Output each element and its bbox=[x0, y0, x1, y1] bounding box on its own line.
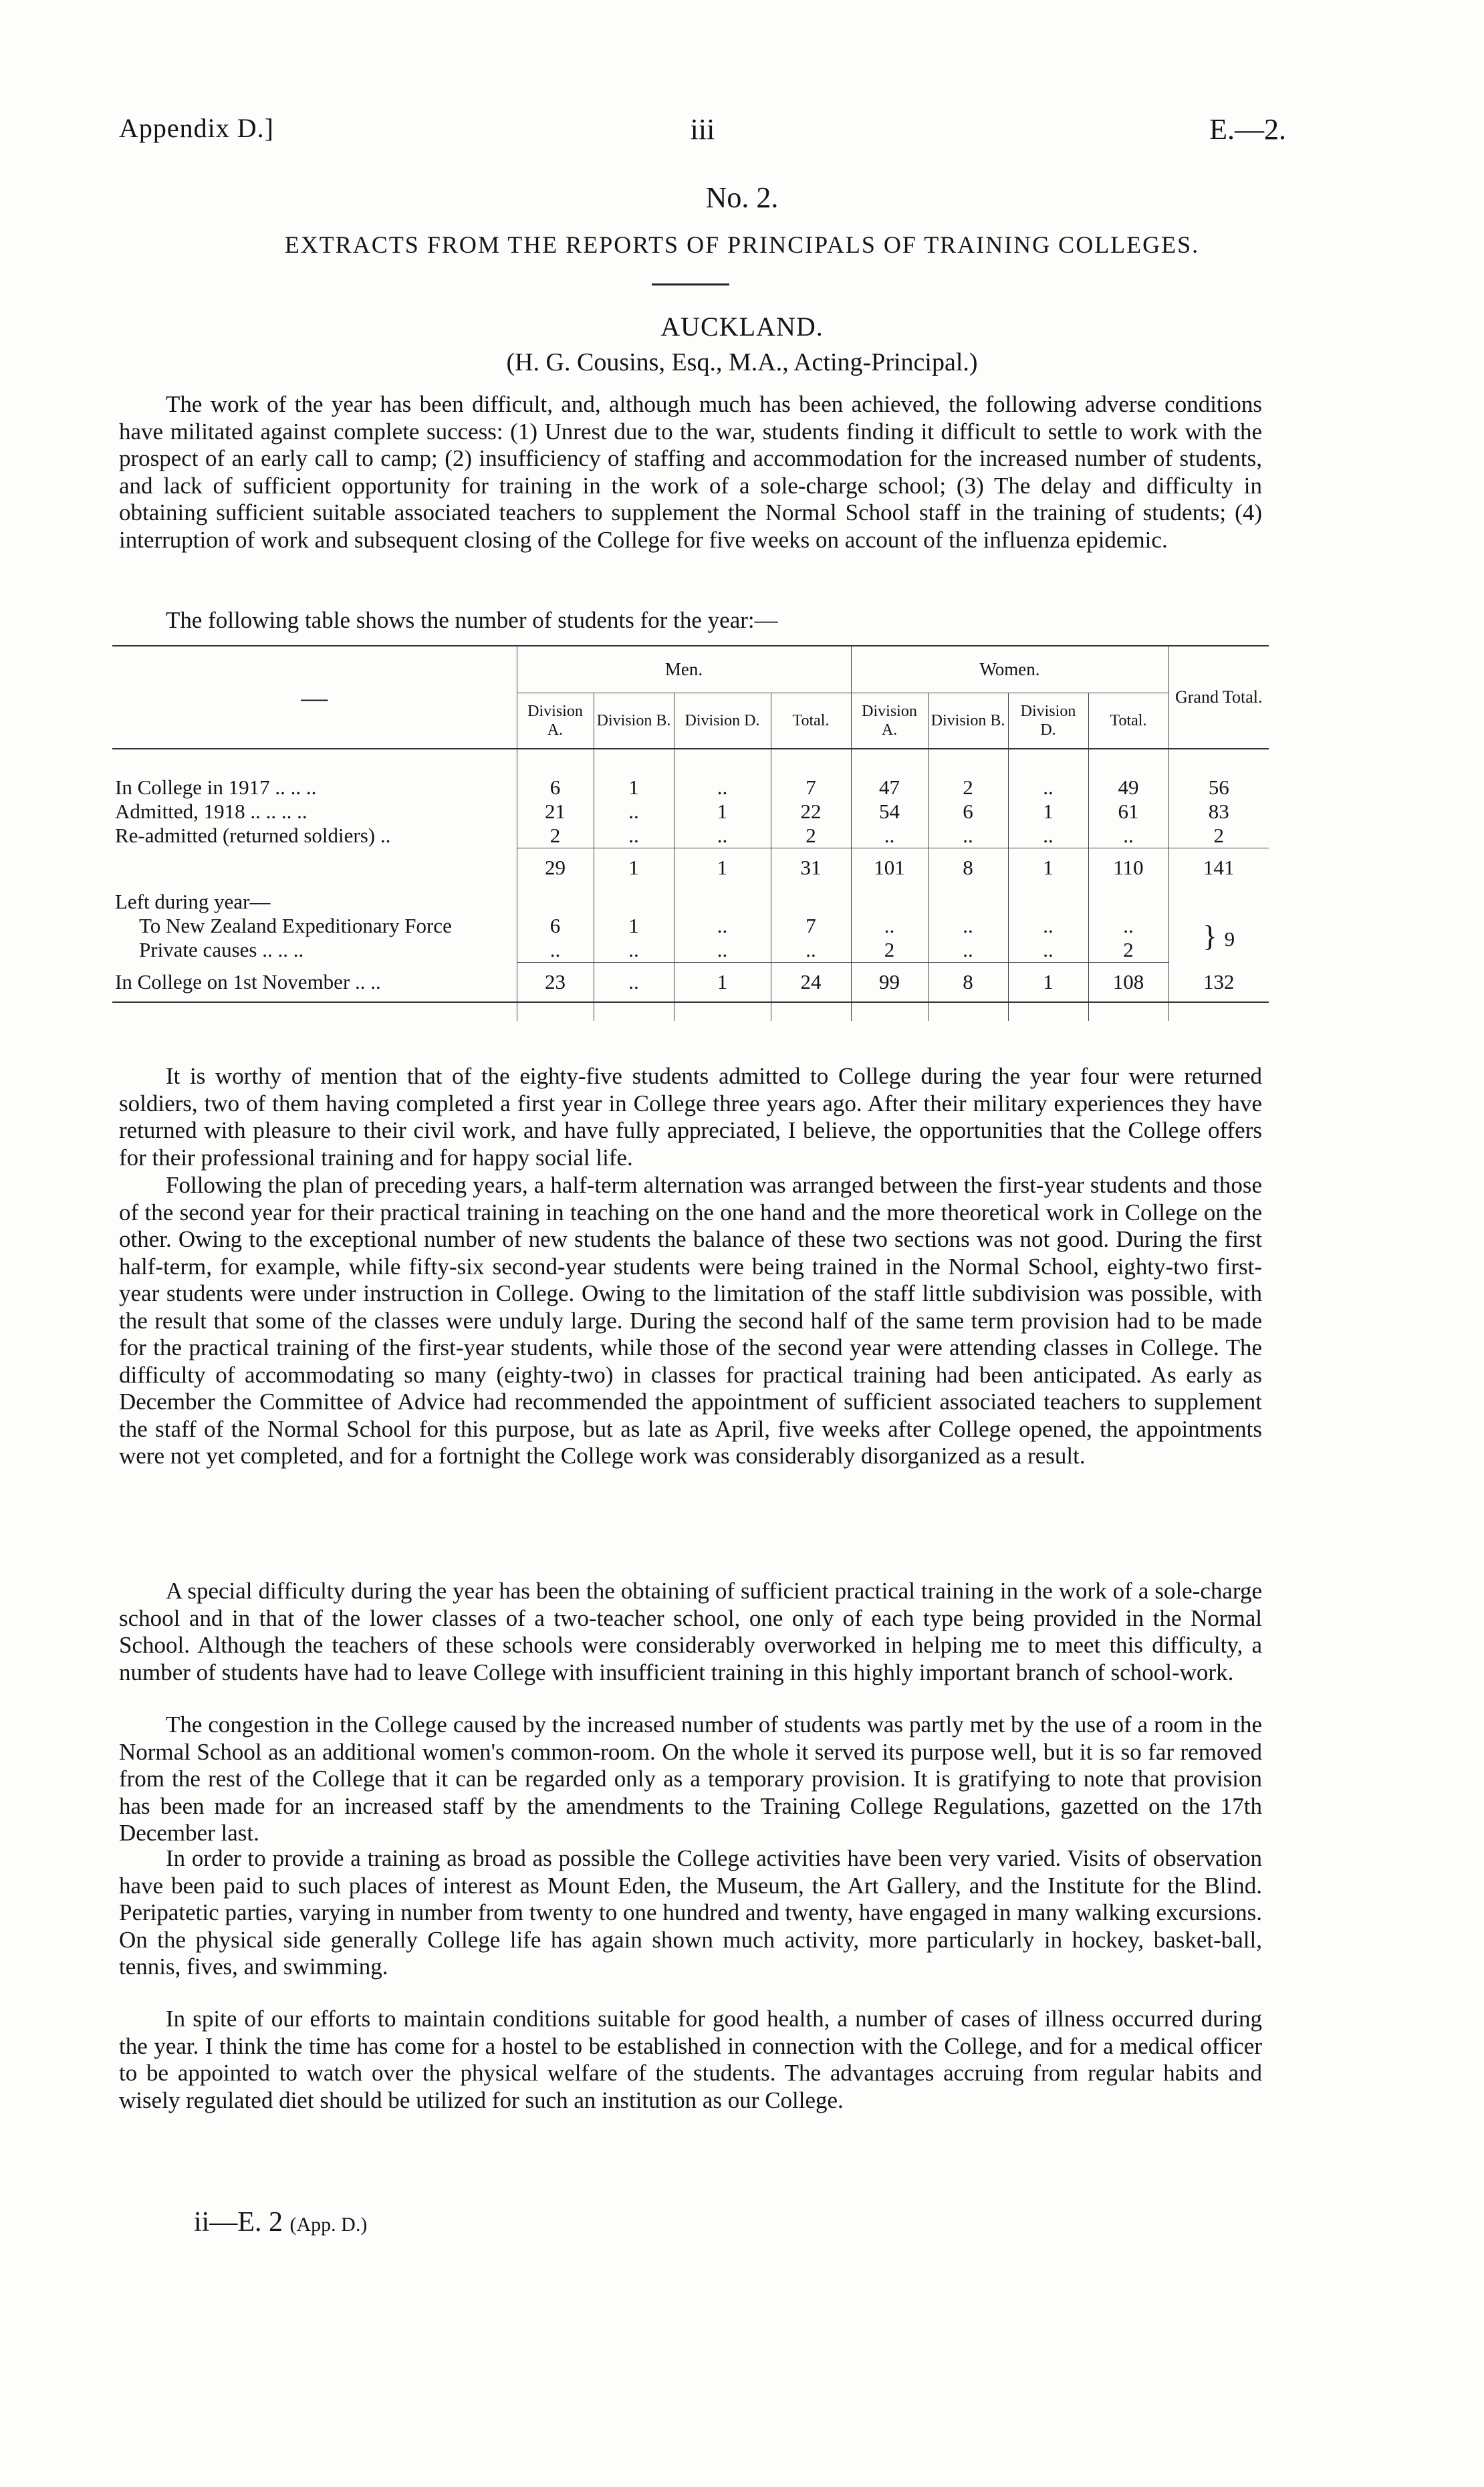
running-header bbox=[119, 112, 1286, 152]
title-rule bbox=[652, 283, 729, 285]
student-table-wrapper bbox=[112, 645, 1269, 1021]
table-row-left-label: Left during year— bbox=[112, 887, 1269, 914]
table-header-men-div-a: Division A. bbox=[517, 693, 594, 749]
paragraph-8: In spite of our efforts to maintain conditions suitable for good health, a number of cases of illness occurred during the year. I think the time has come for a hostel to be established in connection with the College, and for a medical officer to be appointed to watch over the physical welfare of the students. The advantages accruing from regular habits and wisely regulated diet should be utilized for such an institution as our College. bbox=[119, 2006, 1262, 2113]
table-header-group-row bbox=[112, 646, 1269, 693]
signature-main: ii—E. 2 bbox=[194, 2207, 283, 2238]
table-header-grand-total: Grand Total. bbox=[1168, 646, 1269, 749]
table-header-women-div-a: Division A. bbox=[851, 693, 928, 749]
document-title: EXTRACTS FROM THE REPORTS OF PRINCIPALS OF TRAINING COLLEGES. bbox=[284, 231, 1200, 258]
table-header-men-div-d: Division D. bbox=[674, 693, 771, 749]
left-grand-total: } 9 bbox=[1168, 914, 1269, 963]
table-row: In College in 1917 .. .. .. 6 1 .. 7 47 2 .. 49 56 bbox=[112, 776, 1269, 800]
table-row: To New Zealand Expeditionary Force 6 1 .. 7 .. .. .. .. } 9 bbox=[112, 914, 1269, 938]
printer-signature bbox=[194, 2206, 367, 2238]
table-header-men-div-b: Division B. bbox=[594, 693, 674, 749]
paragraph-6: The congestion in the College caused by the increased number of students was partly met by the use of a room in the Normal School as an additional women's common-room. On the whole it served its purpose well, but it is so far removed from the rest of the College that it can be regarded only as a temporary provision. It is gratifying to note that provision has been made for an increased staff by the amendments to the Training College Regulations, gazetted on the 17th December last. bbox=[119, 1711, 1262, 1846]
table-header-women-total: Total. bbox=[1088, 693, 1168, 749]
paragraph-3: It is worthy of mention that of the eighty-five students admitted to College during the year four were returned soldiers, two of them having completed a first year in College three years ago. After their military experiences they have returned with pleasure to their civil work, and have fully appreciated, I believe, the opportunities that the College offers for their professional training and for happy social life. bbox=[119, 1063, 1262, 1171]
table-header-women-div-b: Division B. bbox=[928, 693, 1008, 749]
document-number: No. 2. bbox=[705, 181, 779, 214]
brace-glyph: } bbox=[1203, 919, 1217, 953]
header-series-code: E.—2. bbox=[1209, 113, 1286, 146]
table-row: Admitted, 1918 .. .. .. .. 21 .. 1 22 54 6 1 61 83 bbox=[112, 800, 1269, 824]
table-row-november: In College on 1st November .. .. 23 .. 1 24 99 8 1 108 132 bbox=[112, 962, 1269, 1002]
table-row: Private causes .. .. .. .. .. .. .. 2 .. .. 2 bbox=[112, 938, 1269, 963]
table-header-men: Men. bbox=[517, 646, 851, 693]
section-heading: AUCKLAND. bbox=[660, 312, 824, 342]
table-header-blank: — bbox=[301, 682, 328, 713]
signature-appendix: (App. D.) bbox=[289, 2214, 368, 2236]
section-author: (H. G. Cousins, Esq., M.A., Acting-Principal.) bbox=[506, 348, 978, 376]
paragraph-4: Following the plan of preceding years, a half-term alternation was arranged between the first-year students and those of the second year for their practical training in teaching on the one hand and the more theoretical work in College on the other. Owing to the exceptional number of new students the balance of these two sections was not good. During the first half-term, for example, while fifty-six second-year students were being trained in the Normal School, eighty-two first-year students were under instruction in College. Owing to the limitation of the staff little subdivision was possible, with the result that some of the classes were unduly large. During the second half of the same term provision had to be made for the practical training of the first-year students, while those of the second year were attending classes in College. The difficulty of accommodating so many (eighty-two) in classes for practical training had been anticipated. As early as December the Committee of Advice had recommended the appointment of sufficient associated teachers to supplement the staff of the Normal School for this purpose, but as late as April, five weeks after College opened, the appointments were not yet completed, and for a fortnight the College work was considerably disorganized as a result. bbox=[119, 1172, 1262, 1469]
table-row-subtotal: 29 1 1 31 101 8 1 110 141 bbox=[112, 848, 1269, 887]
paragraph-2: The following table shows the number of students for the year:— bbox=[166, 607, 778, 633]
paragraph-7: In order to provide a training as broad as possible the College activities have been very varied. Visits of observation have been paid to such places of interest as Mount Eden, the Museum, the Art Gallery, and the Institute for the Blind. Peripatetic parties, varying in number from twenty to one hundred and twenty, have engaged in many walking excursions. On the physical side generally College life has again shown much activity, more particularly in hockey, basket-ball, tennis, fives, and swimming. bbox=[119, 1845, 1262, 1980]
table-header-women-div-d: Division D. bbox=[1008, 693, 1088, 749]
header-appendix-label: Appendix D.] bbox=[119, 113, 274, 143]
table-header-women: Women. bbox=[851, 646, 1168, 693]
table-bottom-spacer bbox=[112, 1002, 1269, 1021]
header-page-number: iii bbox=[690, 113, 715, 146]
table-row: Re-admitted (returned soldiers) .. 2 .. .. 2 .. .. .. .. 2 bbox=[112, 824, 1269, 848]
paragraph-1: The work of the year has been difficult, and, although much has been achieved, the following adverse conditions have militated against complete success: (1) Unrest due to the war, students finding it difficult to settle to work with the prospect of an early call to camp; (2) insufficiency of staffing and accommodation for the increased number of students, and lack of sufficient opportunity for training in the work of a sole-charge school; (3) The delay and difficulty in obtaining sufficient suitable associated teachers to supplement the Normal School staff in the training of students; (4) interruption of work and subsequent closing of the College for five weeks on account of the influenza epidemic. bbox=[119, 391, 1262, 553]
table-spacer bbox=[112, 749, 1269, 776]
student-numbers-table bbox=[112, 645, 1269, 1021]
table-header-men-total: Total. bbox=[771, 693, 851, 749]
paragraph-5: A special difficulty during the year has been the obtaining of sufficient practical training in the work of a sole-charge school and in that of the lower classes of a two-teacher school, one only of each type being provided in the Normal School. Although the teachers of these schools were considerably overworked in helping me to meet this difficulty, a number of students have had to leave College with insufficient training in this highly important branch of school-work. bbox=[119, 1578, 1262, 1685]
